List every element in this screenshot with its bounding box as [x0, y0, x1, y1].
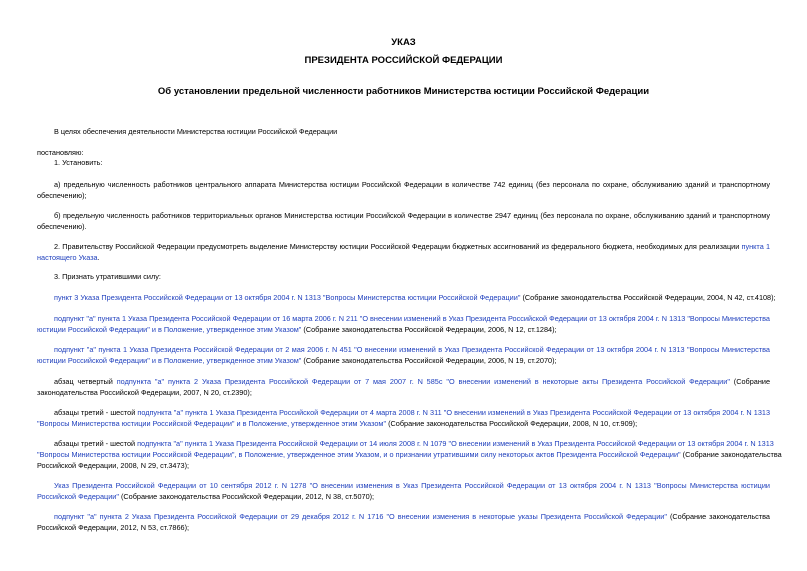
- repealed-item-3: подпункт "а" пункта 1 Указа Президента Российской Федерации от 2 мая 2006 г. N 451 "О внесении изменений в Указ Президента Российской Федерации от 13 октября 2004 г. N 1313 "Вопросы Министерства юстиции Российской Федерации" и в Положение, утвержденное этим Указом" (Собрание законодательства Российской Федерации, 2006, N 19, ст.2070);: [37, 345, 770, 365]
- link-repealed-7[interactable]: Указ Президента Российской Федерации от 10 сентября 2012 г. N 1278 "О внесении изменения в Указ Президента Российской Федерации от 13 октября 2004 г. N 1313 "Вопросы Министерства юстиции: [54, 481, 770, 490]
- link-repealed-4[interactable]: подпункта "а" пункта 2 Указа Президента Российской Федерации от 7 мая 2007 г. N 585с "О внесении изменений в некоторые акты Президента Российской Федерации": [116, 377, 730, 386]
- link-repealed-7-cont[interactable]: Российской Федерации": [37, 492, 119, 501]
- item-3: 3. Признать утратившими силу:: [54, 272, 161, 281]
- repealed-item-6: абзацы третий - шестой подпункта "а" пункта 1 Указа Президента Российской Федерации от 14 июля 2008 г. N 1079 "О внесении изменений в Указ Президента Российской Федерации от 13 октября 2004 г. N 1313 "Вопросы Министерства юстиции Российской Федерации", в Положение, утвержденное этим Указом, и о признании утратившими силу некоторых актов Президента Российской Федерации" (Собрание законодательства Российской Федерации, 2008, N 29, ст.3473);: [37, 439, 782, 470]
- title-president: ПРЕЗИДЕНТА РОССИЙСКОЙ ФЕДЕРАЦИИ: [304, 55, 503, 66]
- link-repealed-8[interactable]: подпункт "а" пункта 2 Указа Президента Российской Федерации от 29 декабря 2012 г. N 1716 "О внесении изменения в некоторые указы Президента Российской Федерации": [54, 512, 667, 521]
- link-repealed-6[interactable]: подпункта "а" пункта 1 Указа Президента Российской Федерации от 14 июля 2008 г. N 1079 "О внесении изменений в Указ Президента Российской Федерации от 13 октября 2004 г. N 1313: [137, 439, 774, 448]
- link-repealed-5-cont[interactable]: "Вопросы Министерства юстиции Российской Федерации" и в Положение, утвержденное этим Указом": [37, 419, 387, 428]
- link-item-1[interactable]: пункта 1: [741, 242, 771, 251]
- item-1a: а) предельную численность работников центрального аппарата Министерства юстиции Российской Федерации в количестве 742 единиц (без персонала по охране, обслуживанию зданий и транспортному обеспечению);: [37, 180, 770, 200]
- link-repealed-6-cont[interactable]: "Вопросы Министерства юстиции Российской Федерации", в Положение, утвержденное этим Указом, и о признании утратившими силу некоторых актов Президента Российской Федерации": [37, 450, 681, 459]
- item-1b: б) предельную численность работников территориальных органов Министерства юстиции Российской Федерации в количестве 2947 единиц (без персонала по охране, обслуживанию зданий и транспортному обеспечению).: [37, 211, 770, 231]
- link-this-decree[interactable]: настоящего Указа: [37, 253, 98, 262]
- intro-paragraph: В целях обеспечения деятельности Министерства юстиции Российской Федерации: [54, 127, 338, 136]
- link-repealed-1[interactable]: пункт 3 Указа Президента Российской Федерации от 13 октября 2004 г. N 1313 "Вопросы Министерства юстиции Российской Федерации": [54, 293, 521, 302]
- item-2: 2. Правительству Российской Федерации предусмотреть выделение Министерству юстиции Российской Федерации бюджетных ассигнований из федерального бюджета, необходимых для реализации пункта 1 настоящего Указа.: [37, 242, 771, 262]
- repealed-item-8: подпункт "а" пункта 2 Указа Президента Российской Федерации от 29 декабря 2012 г. N 1716 "О внесении изменения в некоторые указы Президента Российской Федерации" (Собрание законодательства Российской Федерации, 2012, N 53, ст.7866);: [37, 512, 770, 532]
- link-repealed-5[interactable]: подпункта "а" пункта 1 Указа Президента Российской Федерации от 4 марта 2008 г. N 311 "О внесении изменений в Указ Президента Российской Федерации от 13 октября 2004 г. N 1313: [137, 408, 771, 417]
- link-repealed-3-cont[interactable]: юстиции Российской Федерации" и в Положение, утвержденное этим Указом": [37, 356, 302, 365]
- link-repealed-2-cont[interactable]: юстиции Российской Федерации" и в Положение, утвержденное этим Указом": [37, 325, 302, 334]
- decree-word: постановляю:: [37, 148, 84, 157]
- document-subtitle: Об установлении предельной численности работников Министерства юстиции Российской Федерации: [157, 86, 650, 97]
- repealed-item-7: Указ Президента Российской Федерации от 10 сентября 2012 г. N 1278 "О внесении изменения в Указ Президента Российской Федерации от 13 октября 2004 г. N 1313 "Вопросы Министерства юстиции Российской Федерации" (Собрание законодательства Российской Федерации, 2012, N 38, ст.5070);: [37, 481, 770, 501]
- item-1: 1. Установить:: [54, 158, 103, 167]
- repealed-item-5: абзацы третий - шестой подпункта "а" пункта 1 Указа Президента Российской Федерации от 4 марта 2008 г. N 311 "О внесении изменений в Указ Президента Российской Федерации от 13 октября 2004 г. N 1313 "Вопросы Министерства юстиции Российской Федерации" и в Положение, утвержденное этим Указом" (Собрание законодательства Российской Федерации, 2008, N 10, ст.909);: [37, 408, 771, 428]
- repealed-item-1: пункт 3 Указа Президента Российской Федерации от 13 октября 2004 г. N 1313 "Вопросы Министерства юстиции Российской Федерации" (Собрание законодательства Российской Федерации, 2004, N 42, ст.4108);: [54, 293, 776, 302]
- link-repealed-2[interactable]: подпункт "а" пункта 1 Указа Президента Российской Федерации от 16 марта 2006 г. N 211 "О внесении изменений в Указ Президента Российской Федерации от 13 октября 2004 г. N 1313 "Вопросы Министерства: [54, 314, 770, 323]
- title-ukaz: УКАЗ: [391, 37, 416, 48]
- repealed-item-2: подпункт "а" пункта 1 Указа Президента Российской Федерации от 16 марта 2006 г. N 211 "О внесении изменений в Указ Президента Российской Федерации от 13 октября 2004 г. N 1313 "Вопросы Министерства юстиции Российской Федерации" и в Положение, утвержденное этим Указом" (Собрание законодательства Российской Федерации, 2006, N 12, ст.1284);: [37, 314, 770, 334]
- repealed-item-4: абзац четвертый подпункта "а" пункта 2 Указа Президента Российской Федерации от 7 мая 2007 г. N 585с "О внесении изменений в некоторые акты Президента Российской Федерации" (Собрание законодательства Российской Федерации, 2007, N 20, ст.2390);: [37, 377, 771, 397]
- link-repealed-3[interactable]: подпункт "а" пункта 1 Указа Президента Российской Федерации от 2 мая 2006 г. N 451 "О внесении изменений в Указ Президента Российской Федерации от 13 октября 2004 г. N 1313 "Вопросы Министерства: [54, 345, 770, 354]
